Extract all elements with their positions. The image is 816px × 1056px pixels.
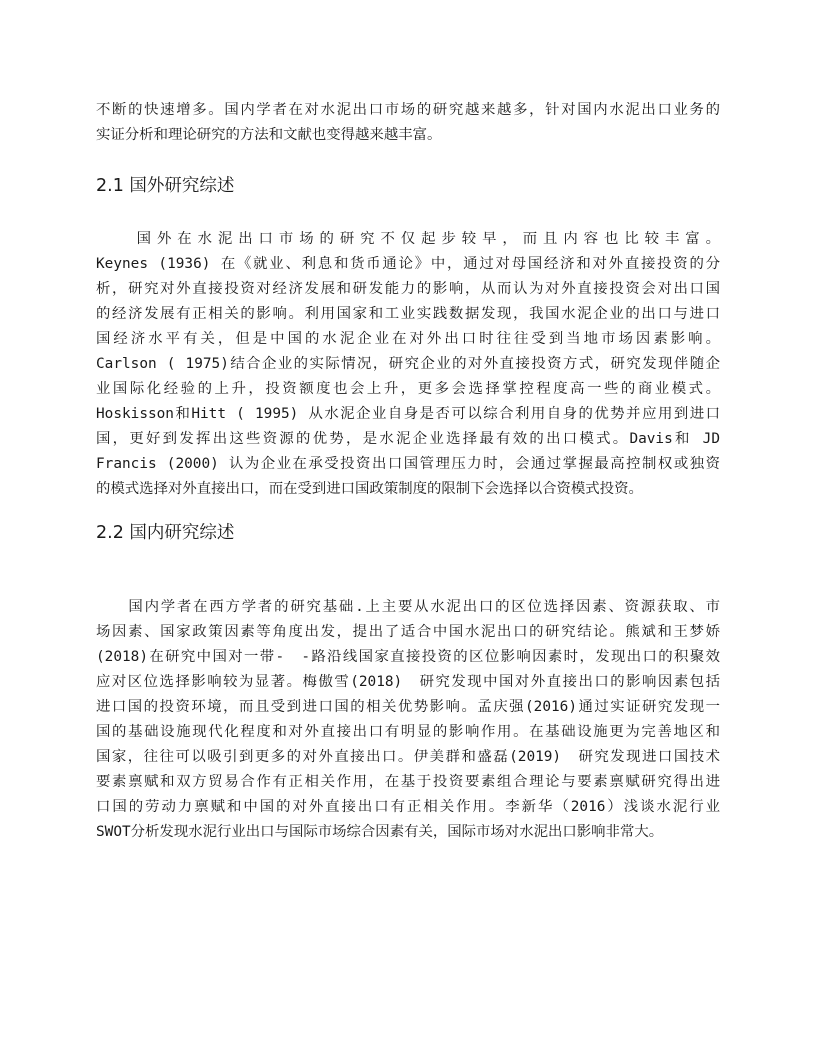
section-heading-domestic-research: 2.2 国内研究综述 <box>96 523 235 543</box>
paragraph-line: 的模式选择对外直接出口，而在受到进口国政策制度的限制下会选择以合资模式投资。 <box>96 481 643 497</box>
foreign-research-paragraph <box>96 227 720 502</box>
paragraph-line: Hoskisson和Hitt ( 1995) 从水泥企业自身是否可以综合利用自身的优势并应用到进口 <box>96 406 720 422</box>
domestic-research-paragraph <box>96 595 720 845</box>
paragraph-line: 业国际化经验的上升，投资额度也会上升，更多会选择掌控程度高一些的商业模式。 <box>96 381 720 397</box>
paragraph-line: 国外在水泥出口市场的研究不仅起步较早，而且内容也比较丰富。 <box>96 231 720 247</box>
paragraph-line: (2018)在研究中国对一带- -路沿线国家直接投资的区位影响因素时，发现出口的积聚效 <box>96 649 720 665</box>
paragraph-line: 场因素、国家政策因素等角度出发，提出了适合中国水泥出口的研究结论。熊斌和王梦娇 <box>96 624 720 640</box>
paragraph-line: Keynes (1936) 在《就业、利息和货币通论》中，通过对母国经济和对外直接投资的分 <box>96 256 720 272</box>
paragraph-line: 国家，往往可以吸引到更多的对外直接出口。伊美群和盛磊(2019) 研究发现进口国技术 <box>96 749 720 765</box>
paragraph-line: 要素禀赋和双方贸易合作有正相关作用，在基于投资要素组合理论与要素禀赋研究得出进 <box>96 774 720 790</box>
paragraph-line: 实证分析和理论研究的方法和文献也变得越来越丰富。 <box>96 127 442 143</box>
paragraph-line: 应对区位选择影响较为显著。梅傲雪(2018) 研究发现中国对外直接出口的影响因素包括 <box>96 674 720 690</box>
paragraph-line: Carlson ( 1975)结合企业的实际情况，研究企业的对外直接投资方式，研究发现伴随企 <box>96 356 720 372</box>
document-page <box>96 98 720 845</box>
paragraph-line: 口国的劳动力禀赋和中国的对外直接出口有正相关作用。李新华（2016）浅谈水泥行业 <box>96 799 720 815</box>
paragraph-line: 国内学者在西方学者的研究基础.上主要从水泥出口的区位选择因素、资源获取、市 <box>96 599 720 615</box>
paragraph-line: 不断的快速增多。国内学者在对水泥出口市场的研究越来越多，针对国内水泥出口业务的 <box>96 102 720 118</box>
paragraph-line: 国经济水平有关，但是中国的水泥企业在对外出口时往往受到当地市场因素影响。 <box>96 331 720 347</box>
paragraph-line: 进口国的投资环境，而且受到进口国的相关优势影响。孟庆强(2016)通过实证研究发现一 <box>96 699 720 715</box>
intro-paragraph <box>96 98 720 148</box>
paragraph-line: 国的基础设施现代化程度和对外直接出口有明显的影响作用。在基础设施更为完善地区和 <box>96 724 720 740</box>
section-heading-foreign-research: 2.1 国外研究综述 <box>96 176 235 196</box>
paragraph-line: 析，研究对外直接投资对经济发展和研发能力的影响，从而认为对外直接投资会对出口国 <box>96 281 720 297</box>
paragraph-line: 的经济发展有正相关的影响。利用国家和工业实践数据发现，我国水泥企业的出口与进口 <box>96 306 720 322</box>
paragraph-line: 国，更好到发挥出这些资源的优势，是水泥企业选择最有效的出口模式。Davis和 JD <box>96 431 720 447</box>
paragraph-line: Francis (2000) 认为企业在承受投资出口国管理压力时，会通过掌握最高控制权或独资 <box>96 456 720 472</box>
paragraph-line: SWOT分析发现水泥行业出口与国际市场综合因素有关，国际市场对水泥出口影响非常大。 <box>96 824 664 840</box>
